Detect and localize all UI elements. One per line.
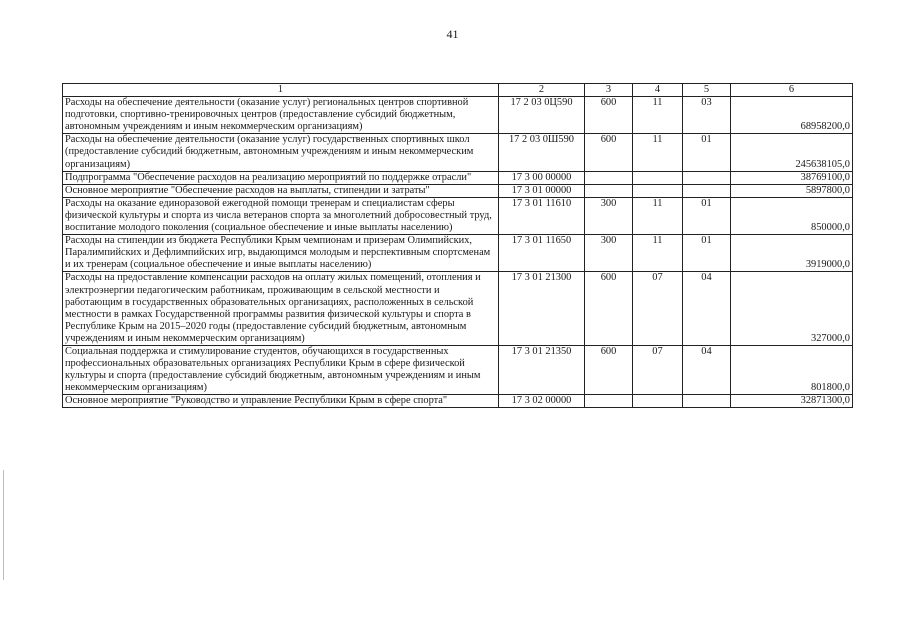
subsection-cell: 01 [683, 197, 731, 234]
subsection-cell [683, 171, 731, 184]
section-cell [633, 171, 683, 184]
expense-name-cell: Расходы на оказание единоразовой ежегодной помощи тренерам и специалистам сферы физической культуры и спорта из числа ветеранов спорта за многолетний добросовестный труд, воспитание молодого поколения (социальное обеспечение и иные выплаты населению) [63, 197, 499, 234]
expense-type-cell [585, 395, 633, 408]
header-cell: 4 [633, 84, 683, 97]
expense-type-cell: 600 [585, 134, 633, 171]
subsection-cell: 01 [683, 134, 731, 171]
section-cell [633, 395, 683, 408]
budget-code-cell: 17 2 03 0Ш590 [499, 134, 585, 171]
budget-code-cell: 17 3 00 00000 [499, 171, 585, 184]
table-row [63, 235, 853, 272]
amount-cell: 5897800,0 [731, 184, 853, 197]
amount-cell: 38769100,0 [731, 171, 853, 184]
subsection-cell [683, 184, 731, 197]
header-cell: 1 [63, 84, 499, 97]
section-cell [633, 184, 683, 197]
table-header-row [63, 84, 853, 97]
budget-code-cell: 17 3 01 11610 [499, 197, 585, 234]
section-cell: 07 [633, 272, 683, 346]
header-cell: 2 [499, 84, 585, 97]
amount-cell: 801800,0 [731, 345, 853, 394]
expense-name-cell: Расходы на обеспечение деятельности (оказание услуг) региональных центров спортивной подготовки, спортивно-тренировочных центров (предоставление субсидий бюджетным, автономным учреждениям и иным некоммерческим организациям) [63, 97, 499, 134]
amount-cell: 245638105,0 [731, 134, 853, 171]
table-row [63, 272, 853, 346]
section-cell: 11 [633, 235, 683, 272]
table-row [63, 345, 853, 394]
expense-name-cell: Расходы на предоставление компенсации расходов на оплату жилых помещений, отопления и электроэнергии педагогическим работникам, проживающим в сельской местности и работающим в государственных образовательных организациях, расположенных в сельской местности в рамках Государственной программы развития физической культуры и спорта в Республике Крым на 2015–2020 годы (предоставление субсидий бюджетным, автономным учреждениям и иным некоммерческим организациям) [63, 272, 499, 346]
amount-cell: 68958200,0 [731, 97, 853, 134]
expense-name-cell: Социальная поддержка и стимулирование студентов, обучающихся в государственных профессиональных образовательных организациях Республики Крым в сфере физической культуры и спорта (предоставление субсидий бюджетным, автономным учреждениям и иным некоммерческим организациям) [63, 345, 499, 394]
subsection-cell: 04 [683, 345, 731, 394]
expense-name-cell: Расходы на стипендии из бюджета Республики Крым чемпионам и призерам Олимпийских, Паралимпийских и Дефлимпийских игр, выдающимся молодым и перспективным спортсменам и их тренерам (социальное обеспечение и иные выплаты населению) [63, 235, 499, 272]
expense-type-cell [585, 184, 633, 197]
expense-type-cell: 300 [585, 235, 633, 272]
section-cell: 07 [633, 345, 683, 394]
amount-cell: 850000,0 [731, 197, 853, 234]
header-cell: 5 [683, 84, 731, 97]
table-row [63, 197, 853, 234]
expense-type-cell: 300 [585, 197, 633, 234]
expense-type-cell: 600 [585, 272, 633, 346]
section-cell: 11 [633, 97, 683, 134]
budget-code-cell: 17 3 01 21300 [499, 272, 585, 346]
budget-code-cell: 17 3 01 00000 [499, 184, 585, 197]
page-number: 41 [446, 27, 459, 41]
table-row [63, 171, 853, 184]
budget-code-cell: 17 3 01 21350 [499, 345, 585, 394]
header-cell: 6 [731, 84, 853, 97]
expense-type-cell: 600 [585, 97, 633, 134]
scan-margin-mark [3, 470, 4, 580]
table-row [63, 97, 853, 134]
subsection-cell [683, 395, 731, 408]
section-cell: 11 [633, 134, 683, 171]
expense-name-cell: Расходы на обеспечение деятельности (оказание услуг) государственных спортивных школ (предоставление субсидий бюджетным, автономным учреждениям и иным некоммерческим организациям) [63, 134, 499, 171]
expense-name-cell: Подпрограмма "Обеспечение расходов на реализацию мероприятий по поддержке отрасли" [63, 171, 499, 184]
table-row [63, 134, 853, 171]
subsection-cell: 04 [683, 272, 731, 346]
expense-type-cell: 600 [585, 345, 633, 394]
budget-code-cell: 17 3 01 11650 [499, 235, 585, 272]
amount-cell: 3919000,0 [731, 235, 853, 272]
budget-table [62, 83, 853, 408]
expense-name-cell: Основное мероприятие "Обеспечение расходов на выплаты, стипендии и затраты" [63, 184, 499, 197]
budget-code-cell: 17 3 02 00000 [499, 395, 585, 408]
subsection-cell: 01 [683, 235, 731, 272]
header-cell: 3 [585, 84, 633, 97]
budget-code-cell: 17 2 03 0Ц590 [499, 97, 585, 134]
amount-cell: 327000,0 [731, 272, 853, 346]
expense-name-cell: Основное мероприятие "Руководство и управление Республики Крым в сфере спорта" [63, 395, 499, 408]
amount-cell: 32871300,0 [731, 395, 853, 408]
section-cell: 11 [633, 197, 683, 234]
table-row [63, 395, 853, 408]
table-row [63, 184, 853, 197]
subsection-cell: 03 [683, 97, 731, 134]
expense-type-cell [585, 171, 633, 184]
